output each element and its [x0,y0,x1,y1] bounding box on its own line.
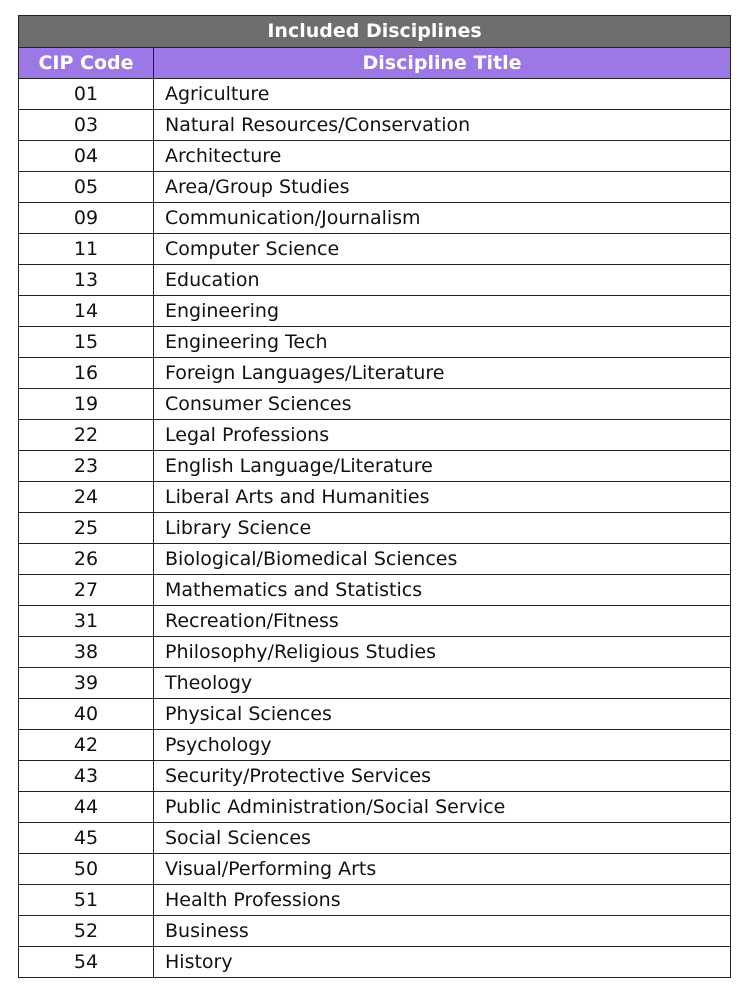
discipline-title-cell: Visual/Performing Arts [154,854,731,885]
header-discipline-title: Discipline Title [154,48,731,79]
cip-code-cell: 26 [19,544,154,575]
table-row [19,606,731,637]
discipline-title-cell: Communication/Journalism [154,203,731,234]
discipline-title-cell: Public Administration/Social Service [154,792,731,823]
table-row [19,823,731,854]
discipline-title-cell: Security/Protective Services [154,761,731,792]
table-row [19,203,731,234]
discipline-title-cell: Engineering Tech [154,327,731,358]
cip-code-cell: 52 [19,916,154,947]
table-row [19,947,731,978]
cip-code-cell: 42 [19,730,154,761]
table-row [19,668,731,699]
discipline-title-cell: English Language/Literature [154,451,731,482]
discipline-title-cell: Psychology [154,730,731,761]
discipline-title-cell: Architecture [154,141,731,172]
discipline-title-cell: Physical Sciences [154,699,731,730]
discipline-title-cell: History [154,947,731,978]
header-cip-code: CIP Code [19,48,154,79]
cip-code-cell: 09 [19,203,154,234]
cip-code-cell: 03 [19,110,154,141]
table-head [19,16,731,79]
cip-code-cell: 01 [19,79,154,110]
discipline-title-cell: Legal Professions [154,420,731,451]
table-row [19,141,731,172]
caption-row [19,16,731,48]
table-row [19,389,731,420]
cip-code-cell: 15 [19,327,154,358]
cip-code-cell: 19 [19,389,154,420]
table-row [19,730,731,761]
cip-code-cell: 23 [19,451,154,482]
discipline-title-cell: Recreation/Fitness [154,606,731,637]
cip-code-cell: 11 [19,234,154,265]
discipline-title-cell: Biological/Biomedical Sciences [154,544,731,575]
cip-code-cell: 38 [19,637,154,668]
cip-code-cell: 40 [19,699,154,730]
cip-code-cell: 13 [19,265,154,296]
table-row [19,637,731,668]
disciplines-table-container [18,15,730,978]
header-row [19,48,731,79]
cip-code-cell: 25 [19,513,154,544]
cip-code-cell: 50 [19,854,154,885]
cip-code-cell: 54 [19,947,154,978]
cip-code-cell: 24 [19,482,154,513]
table-row [19,854,731,885]
table-row [19,79,731,110]
discipline-title-cell: Education [154,265,731,296]
discipline-title-cell: Consumer Sciences [154,389,731,420]
table-row [19,544,731,575]
table-row [19,482,731,513]
cip-code-cell: 44 [19,792,154,823]
table-row [19,358,731,389]
disciplines-table [18,15,731,978]
table-row [19,110,731,141]
table-body [19,79,731,978]
table-row [19,885,731,916]
discipline-title-cell: Natural Resources/Conservation [154,110,731,141]
table-row [19,761,731,792]
discipline-title-cell: Engineering [154,296,731,327]
table-row [19,234,731,265]
cip-code-cell: 27 [19,575,154,606]
discipline-title-cell: Agriculture [154,79,731,110]
cip-code-cell: 51 [19,885,154,916]
cip-code-cell: 04 [19,141,154,172]
discipline-title-cell: Mathematics and Statistics [154,575,731,606]
table-caption: Included Disciplines [19,16,731,48]
table-row [19,916,731,947]
discipline-title-cell: Philosophy/Religious Studies [154,637,731,668]
cip-code-cell: 39 [19,668,154,699]
discipline-title-cell: Health Professions [154,885,731,916]
discipline-title-cell: Foreign Languages/Literature [154,358,731,389]
table-row [19,327,731,358]
discipline-title-cell: Business [154,916,731,947]
cip-code-cell: 14 [19,296,154,327]
table-row [19,792,731,823]
cip-code-cell: 05 [19,172,154,203]
discipline-title-cell: Social Sciences [154,823,731,854]
table-row [19,699,731,730]
table-row [19,575,731,606]
table-row [19,420,731,451]
table-row [19,172,731,203]
cip-code-cell: 45 [19,823,154,854]
table-row [19,265,731,296]
table-row [19,513,731,544]
table-row [19,451,731,482]
discipline-title-cell: Computer Science [154,234,731,265]
cip-code-cell: 16 [19,358,154,389]
discipline-title-cell: Liberal Arts and Humanities [154,482,731,513]
discipline-title-cell: Area/Group Studies [154,172,731,203]
cip-code-cell: 31 [19,606,154,637]
cip-code-cell: 43 [19,761,154,792]
table-row [19,296,731,327]
discipline-title-cell: Library Science [154,513,731,544]
cip-code-cell: 22 [19,420,154,451]
discipline-title-cell: Theology [154,668,731,699]
